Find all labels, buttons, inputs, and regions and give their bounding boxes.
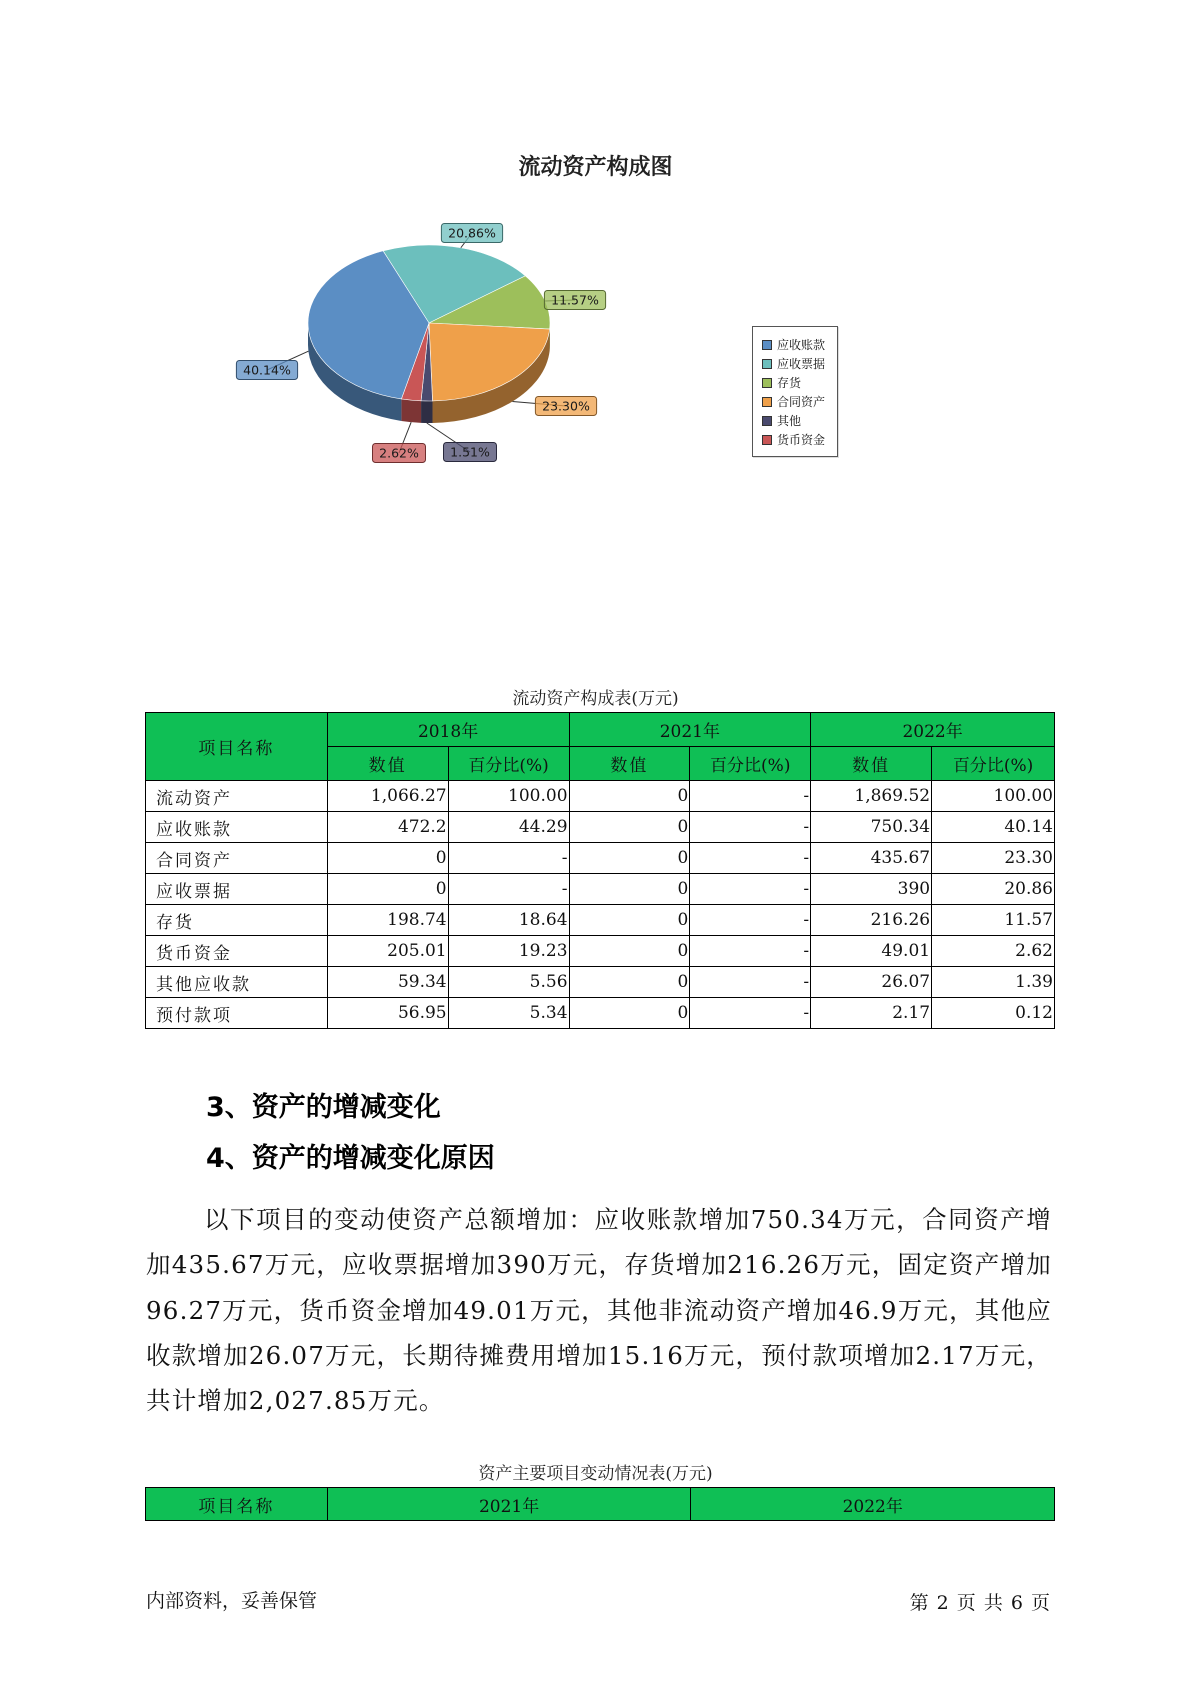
table-cell: 390 <box>811 874 932 905</box>
row-label: 应收账款 <box>146 812 328 843</box>
legend-item <box>762 411 837 430</box>
table-cell: - <box>690 843 811 874</box>
table-cell: 0.12 <box>932 998 1055 1029</box>
header-item-name: 项目名称 <box>146 713 328 781</box>
legend-swatch <box>762 340 772 350</box>
table-cell: 5.56 <box>448 967 569 998</box>
table-cell: - <box>690 812 811 843</box>
subheader-value: 数值 <box>811 747 932 781</box>
table-cell: 435.67 <box>811 843 932 874</box>
legend-swatch <box>762 359 772 369</box>
legend-item <box>762 354 837 373</box>
legend-swatch <box>762 435 772 445</box>
header-year-2022: 2022年 <box>811 713 1055 747</box>
asset-change-table <box>145 1487 1055 1521</box>
table-cell: 23.30 <box>932 843 1055 874</box>
current-assets-table <box>145 712 1055 1029</box>
data-label: 2.62% <box>379 445 419 461</box>
table-cell: 1,066.27 <box>327 781 448 812</box>
table-cell: - <box>690 905 811 936</box>
table-cell: 18.64 <box>448 905 569 936</box>
data-label: 11.57% <box>551 292 599 308</box>
legend-label: 合同资产 <box>777 395 826 409</box>
table-cell: 0 <box>327 843 448 874</box>
legend-item <box>762 373 837 392</box>
row-label: 应收票据 <box>146 874 328 905</box>
table-cell: 0 <box>569 843 690 874</box>
data-label: 40.14% <box>243 362 291 378</box>
table-cell: - <box>448 874 569 905</box>
legend-label: 应收票据 <box>777 357 826 371</box>
table-cell: 0 <box>569 936 690 967</box>
table-cell: - <box>690 874 811 905</box>
pie-chart <box>0 0 1191 520</box>
table-row <box>146 874 1055 905</box>
section-heading-3: 3、资产的增减变化 <box>206 1092 441 1123</box>
table-cell: 0 <box>569 967 690 998</box>
table-cell: 11.57 <box>932 905 1055 936</box>
table-cell: 750.34 <box>811 812 932 843</box>
table-cell: 44.29 <box>448 812 569 843</box>
table-cell: 2.17 <box>811 998 932 1029</box>
pie-side-其他 <box>421 401 432 423</box>
header-year-2022: 2022年 <box>691 1488 1055 1521</box>
row-label: 其他应收款 <box>146 967 328 998</box>
data-label: 20.86% <box>448 225 496 241</box>
data-label: 1.51% <box>450 444 490 460</box>
table-row <box>146 812 1055 843</box>
subheader-value: 数值 <box>327 747 448 781</box>
table-cell: 100.00 <box>932 781 1055 812</box>
table2-caption: 资产主要项目变动情况表(万元) <box>478 1464 713 1484</box>
table-cell: 205.01 <box>327 936 448 967</box>
table-cell: - <box>690 936 811 967</box>
table-cell: 1.39 <box>932 967 1055 998</box>
legend-label: 其他 <box>777 414 802 428</box>
table-cell: 0 <box>569 781 690 812</box>
row-label: 存货 <box>146 905 328 936</box>
table-cell: - <box>448 843 569 874</box>
table-row <box>146 967 1055 998</box>
legend-swatch <box>762 378 772 388</box>
table-cell: 0 <box>569 998 690 1029</box>
data-label: 23.30% <box>542 398 590 414</box>
pie-side-货币资金 <box>401 399 421 423</box>
table-cell: 40.14 <box>932 812 1055 843</box>
table-cell: - <box>690 781 811 812</box>
footer-confidential-note: 内部资料，妥善保管 <box>146 1590 318 1612</box>
table-cell: 472.2 <box>327 812 448 843</box>
row-label: 货币资金 <box>146 936 328 967</box>
table-row <box>146 998 1055 1029</box>
table-cell: 0 <box>569 812 690 843</box>
table-cell: 59.34 <box>327 967 448 998</box>
legend-swatch <box>762 416 772 426</box>
chart-legend <box>752 326 838 457</box>
legend-label: 存货 <box>777 376 802 390</box>
subheader-pct: 百分比(%) <box>448 747 569 781</box>
row-label: 预付款项 <box>146 998 328 1029</box>
legend-item <box>762 335 837 354</box>
table-cell: 198.74 <box>327 905 448 936</box>
subheader-pct: 百分比(%) <box>690 747 811 781</box>
header-item-name: 项目名称 <box>146 1488 328 1521</box>
table-cell: 19.23 <box>448 936 569 967</box>
table-cell: 5.34 <box>448 998 569 1029</box>
legend-item <box>762 430 837 449</box>
header-year-2021: 2021年 <box>327 1488 691 1521</box>
body-paragraph: 以下项目的变动使资产总额增加：应收账款增加750.34万元，合同资产增加435.67万元，应收票据增加390万元，存货增加216.26万元，固定资产增加96.27万元，货币资金增加49.01万元，其他非流动资产增加46.9万元，其他应收款增加26.07万元，长期待摊费用增加15.16万元，预付款项增加2.17万元，共计增加2,027.85万元。 <box>146 1205 1052 1416</box>
table-row <box>146 936 1055 967</box>
table-row <box>146 905 1055 936</box>
subheader-value: 数值 <box>569 747 690 781</box>
header-year-2018: 2018年 <box>327 713 569 747</box>
row-label: 流动资产 <box>146 781 328 812</box>
table-cell: 2.62 <box>932 936 1055 967</box>
table-cell: 0 <box>327 874 448 905</box>
legend-item <box>762 392 837 411</box>
legend-label: 应收账款 <box>777 338 826 352</box>
legend-swatch <box>762 397 772 407</box>
table-cell: 0 <box>569 905 690 936</box>
header-year-2021: 2021年 <box>569 713 811 747</box>
section-heading-4: 4、资产的增减变化原因 <box>206 1143 495 1174</box>
table-cell: - <box>690 967 811 998</box>
table-cell: 216.26 <box>811 905 932 936</box>
footer-page-number: 第 2 页 共 6 页 <box>909 1592 1051 1614</box>
table-cell: 1,869.52 <box>811 781 932 812</box>
table1-caption: 流动资产构成表(万元) <box>512 689 679 709</box>
table-row <box>146 843 1055 874</box>
pie-slice-合同资产 <box>429 323 550 401</box>
table-row <box>146 781 1055 812</box>
table-cell: 20.86 <box>932 874 1055 905</box>
table-cell: - <box>690 998 811 1029</box>
table-cell: 100.00 <box>448 781 569 812</box>
table-cell: 26.07 <box>811 967 932 998</box>
table-cell: 0 <box>569 874 690 905</box>
row-label: 合同资产 <box>146 843 328 874</box>
chart-title: 流动资产构成图 <box>518 155 673 180</box>
legend-label: 货币资金 <box>777 433 826 447</box>
table-cell: 49.01 <box>811 936 932 967</box>
table-cell: 56.95 <box>327 998 448 1029</box>
subheader-pct: 百分比(%) <box>932 747 1055 781</box>
